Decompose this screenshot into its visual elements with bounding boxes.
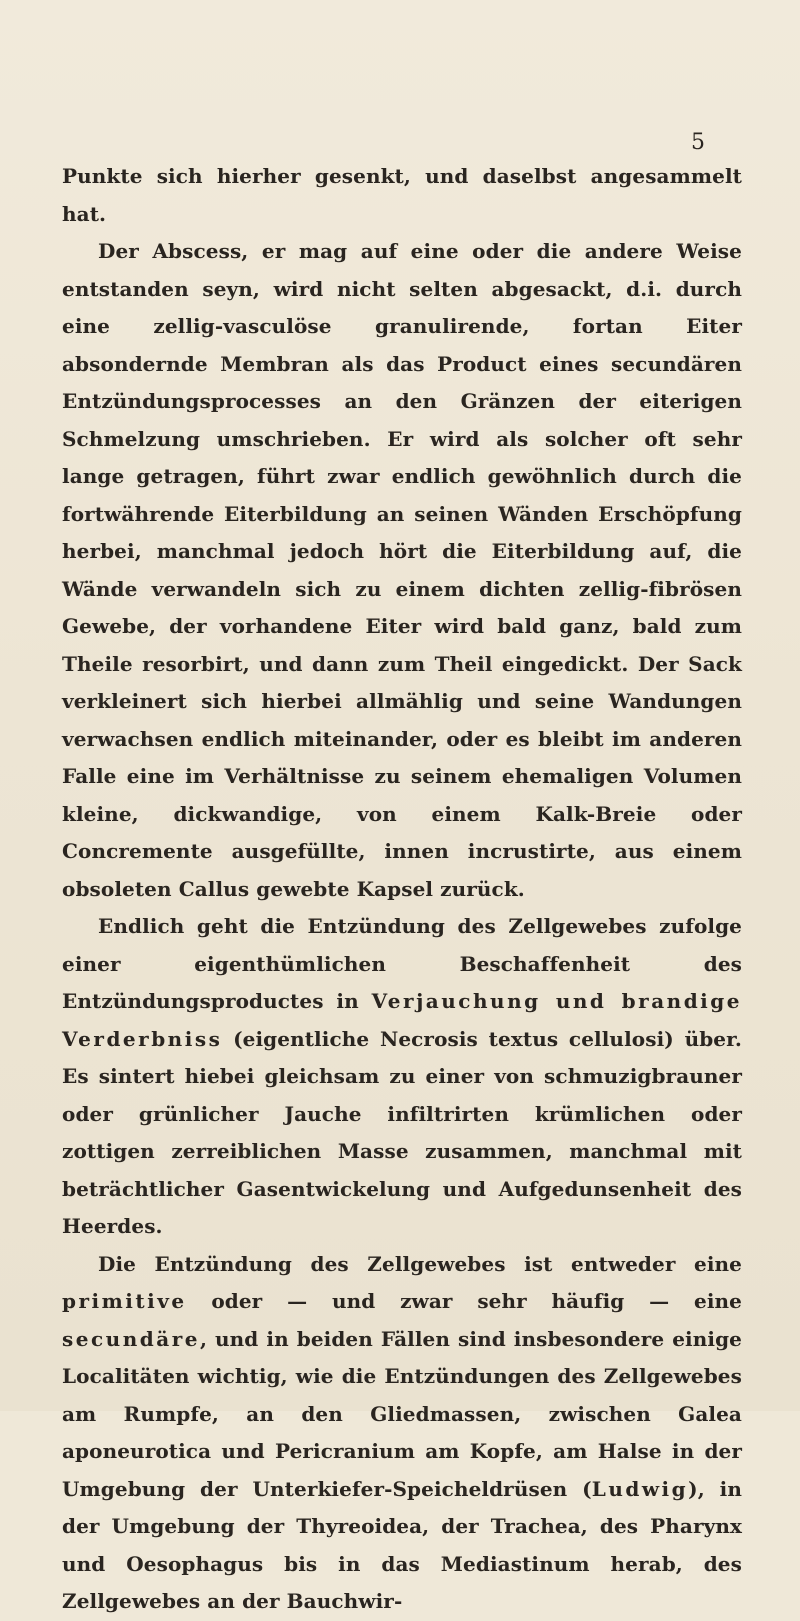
emphasized-name: Ludwig <box>591 1476 689 1501</box>
page-number: 5 <box>691 130 705 155</box>
emphasized-term: primitive <box>62 1289 187 1313</box>
paragraph-2 <box>62 233 742 908</box>
text-run: oder — und zwar sehr häufig — eine <box>186 1289 742 1313</box>
text-run: (eigentliche Necrosis textus cellulosi) über. Es sintert hiebei gleichsam zu einer von schmuzigbrauner oder grünlicher Jauche infiltrirten krümlichen oder zottigen zerreiblichen Masse zusammen, manchmal mit beträchtlicher Gasentwickelung und Aufgedunsenheit des Heerdes. <box>62 1026 742 1238</box>
paragraph-1 <box>62 158 742 233</box>
text-run: Der Abscess, er mag auf eine oder die andere Weise entstanden seyn, wird nicht selten abgesackt, d.i. durch eine zellig-vasculöse granulirende, fortan Eiter absondernde Membran als das Product eines secundären Entzündungsprocesses an den Gränzen der eiterigen Schmelzung umschrieben. Er wird als solcher oft sehr lange getragen, führt zwar endlich gewöhnlich durch die fortwährende Eiterbildung an seinen Wänden Erschöpfung herbei, manchmal jedoch hört die Eiterbildung auf, die Wände verwandeln sich zu einem dichten zellig-fibrösen Gewebe, der vorhandene Eiter wird bald ganz, bald zum Theile resorbirt, und dann zum Theil eingedickt. Der Sack verkleinert sich hierbei allmählig und seine Wandungen verwachsen endlich miteinander, oder es bleibt im anderen Falle eine im Verhältnisse zu seinem ehemaligen Volumen kleine, dickwandige, von einem Kalk-Breie oder Concremente ausgefüllte, innen incrustirte, aus einem obsoleten Callus gewebte Kapsel zurück. <box>62 239 742 901</box>
text-run: ), in der Umgebung der Thyreoidea, der Trachea, des Pharynx und Oesophagus bis in das Mediastinum herab, des Zellgewebes an der Bauchwir- <box>62 1476 742 1613</box>
body-text <box>62 158 742 1621</box>
text-run: Die Entzündung des Zellgewebes ist entweder eine <box>98 1251 742 1276</box>
emphasized-term: Verjauchung und brandige Verderbniss <box>62 989 742 1051</box>
paragraph-3 <box>62 908 742 1246</box>
text-run: , und in beiden Fällen sind insbesondere einige Localitäten wichtig, wie die Entzündungen des Zellgewebes am Rumpfe, an den Gliedmassen, zwischen Galea aponeurotica und Pericranium am Kopfe, am Halse in der Umgebung der Unterkiefer-Speicheldrüsen ( <box>62 1326 742 1501</box>
emphasized-term: secundäre <box>62 1326 200 1351</box>
text-run: Endlich geht die Entzündung des Zellgewebes zufolge einer eigenthümlichen Beschaffenheit des Entzündungsproductes in <box>62 914 742 1013</box>
paragraph-4 <box>62 1246 742 1621</box>
text-run: Punkte sich hierher gesenkt, und daselbst angesammelt hat. <box>62 164 742 226</box>
